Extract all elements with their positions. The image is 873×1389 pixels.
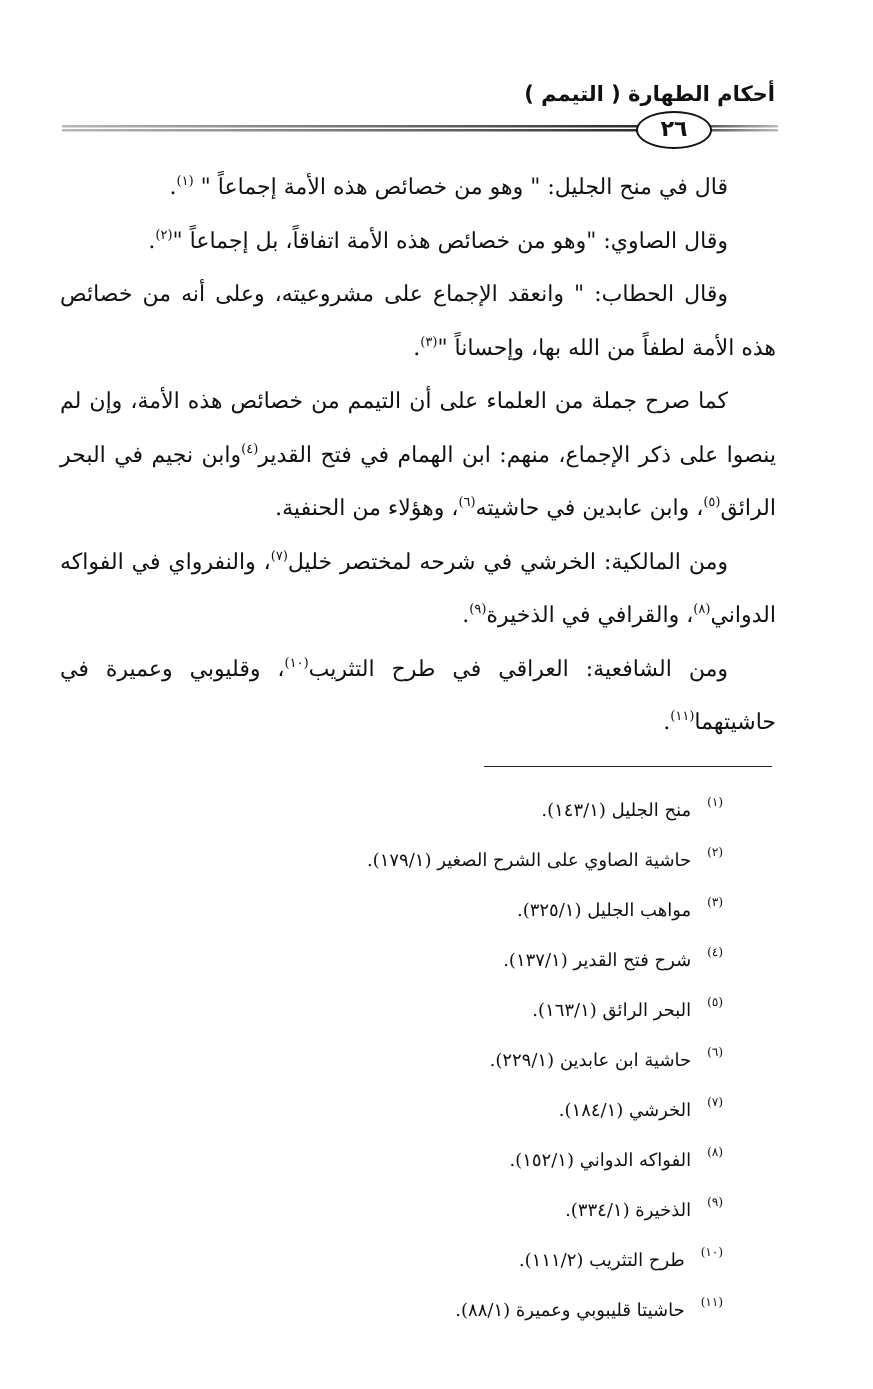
body-paragraph	[60, 215, 776, 269]
body-paragraph	[60, 161, 776, 215]
footnote-item: (٩)الذخيرة (٣٣٤/١).	[565, 1195, 723, 1221]
body-paragraph	[60, 268, 776, 375]
footnote-item: (٦)حاشية ابن عابدين (٢٢٩/١).	[489, 1045, 723, 1071]
paragraph-text: ، وهؤلاء من الحنفية.	[275, 496, 459, 521]
paragraph-text: .	[663, 710, 671, 735]
paragraph-text: ومن المالكية: الخرشي في شرحه لمختصر خليل	[287, 549, 728, 575]
footnote-text: طرح التثريب (١١١/٢).	[518, 1250, 685, 1271]
running-header-title: أحكام الطهارة ( التيمم )	[524, 82, 775, 106]
footnote-item: (٤)شرح فتح القدير (١٣٧/١).	[503, 945, 723, 971]
paragraph-text: ، وقليوبي وعميرة في حاشيتهما	[60, 656, 776, 735]
footnote-reference: (١٠)	[284, 655, 309, 671]
footnote-text: حاشيتا قليبوبي وعميرة (٨٨/١).	[455, 1300, 685, 1321]
footnote-text: الخرشي (١٨٤/١).	[558, 1100, 692, 1121]
footnote-item: (١٠)طرح التثريب (١١١/٢).	[518, 1245, 723, 1271]
footnote-reference: (٧)	[270, 548, 288, 564]
paragraph-text: وقال الحطاب: " وانعقد الإجماع على مشروعيته، وعلى أنه من خصائص هذه الأمة لطفاً من الله بها، وإحساناً "	[60, 282, 776, 361]
footnote-reference: (٨)	[693, 602, 711, 617]
footnote-reference: (٦)	[458, 495, 476, 510]
footnote-reference: (١١)	[670, 709, 695, 724]
paragraph-text: وابن نجيم في البحر الرائق	[60, 442, 776, 521]
footnote-item: (٧)الخرشي (١٨٤/١).	[558, 1095, 723, 1121]
footnote-text: حاشية ابن عابدين (٢٢٩/١).	[489, 1050, 692, 1071]
footnote-reference: (٩)	[469, 602, 487, 617]
paragraph-text: قال في منح الجليل: " وهو من خصائص هذه الأمة إجماعاً "	[193, 175, 728, 200]
footnote-text: الفواكه الدواني (١٥٢/١).	[509, 1150, 692, 1171]
paragraph-text: كما صرح جملة من العلماء على أن التيمم من خصائص هذه الأمة، وإن لم ينصوا على ذكر الإجماع، منهم: ابن الهمام في فتح القدير	[60, 389, 776, 468]
body-paragraph	[60, 536, 776, 643]
footnote-text: منح الجليل (١٤٣/١).	[541, 800, 692, 821]
body-text	[60, 161, 776, 750]
footnote-text: البحر الرائق (١٦٣/١).	[532, 1000, 692, 1021]
body-paragraph	[60, 643, 776, 750]
footnote-text: شرح فتح القدير (١٣٧/١).	[503, 950, 692, 971]
footnote-item: (٨)الفواكه الدواني (١٥٢/١).	[509, 1145, 723, 1171]
paragraph-text: .	[148, 228, 156, 254]
footnote-reference: (١)	[176, 174, 194, 189]
footnote-separator	[484, 766, 772, 767]
paragraph-text: ، وابن عابدين في حاشيته	[475, 496, 704, 521]
footnote-item: (١)منح الجليل (١٤٣/١).	[541, 795, 723, 821]
footnote-text: الذخيرة (٣٣٤/١).	[565, 1200, 692, 1221]
paragraph-text: .	[462, 603, 470, 628]
page-number-badge: ٢٦	[636, 111, 712, 149]
footnote-item: (٢)حاشية الصاوي على الشرح الصغير (١٧٩/١).	[366, 845, 723, 871]
paragraph-text: ، والنفرواي في الفواكه الدواني	[60, 549, 776, 628]
footnote-text: حاشية الصاوي على الشرح الصغير (١٧٩/١).	[366, 850, 692, 871]
footnote-reference: (٣)	[420, 334, 438, 350]
paragraph-text: .	[169, 175, 177, 200]
paragraph-text: وقال الصاوي: "وهو من خصائص هذه الأمة اتفاقاً، بل إجماعاً "	[172, 228, 728, 254]
footnote-reference: (٤)	[241, 441, 259, 457]
footnote-reference: (٢)	[155, 227, 173, 243]
footnotes-list	[243, 786, 723, 1336]
paragraph-text: ، والقرافي في الذخيرة	[486, 603, 694, 628]
footnote-item: (٣)مواهب الجليل (٣٢٥/١).	[516, 895, 723, 921]
footnote-reference: (٥)	[703, 495, 721, 510]
paragraph-text: .	[413, 335, 421, 361]
paragraph-text: ومن الشافعية: العراقي في طرح التثريب	[308, 656, 728, 682]
footnote-item: (٥)البحر الرائق (١٦٣/١).	[532, 995, 723, 1021]
footnote-text: مواهب الجليل (٣٢٥/١).	[516, 900, 692, 921]
body-paragraph	[60, 375, 776, 536]
footnote-item: (١١)حاشيتا قليبوبي وعميرة (٨٨/١).	[455, 1295, 723, 1321]
